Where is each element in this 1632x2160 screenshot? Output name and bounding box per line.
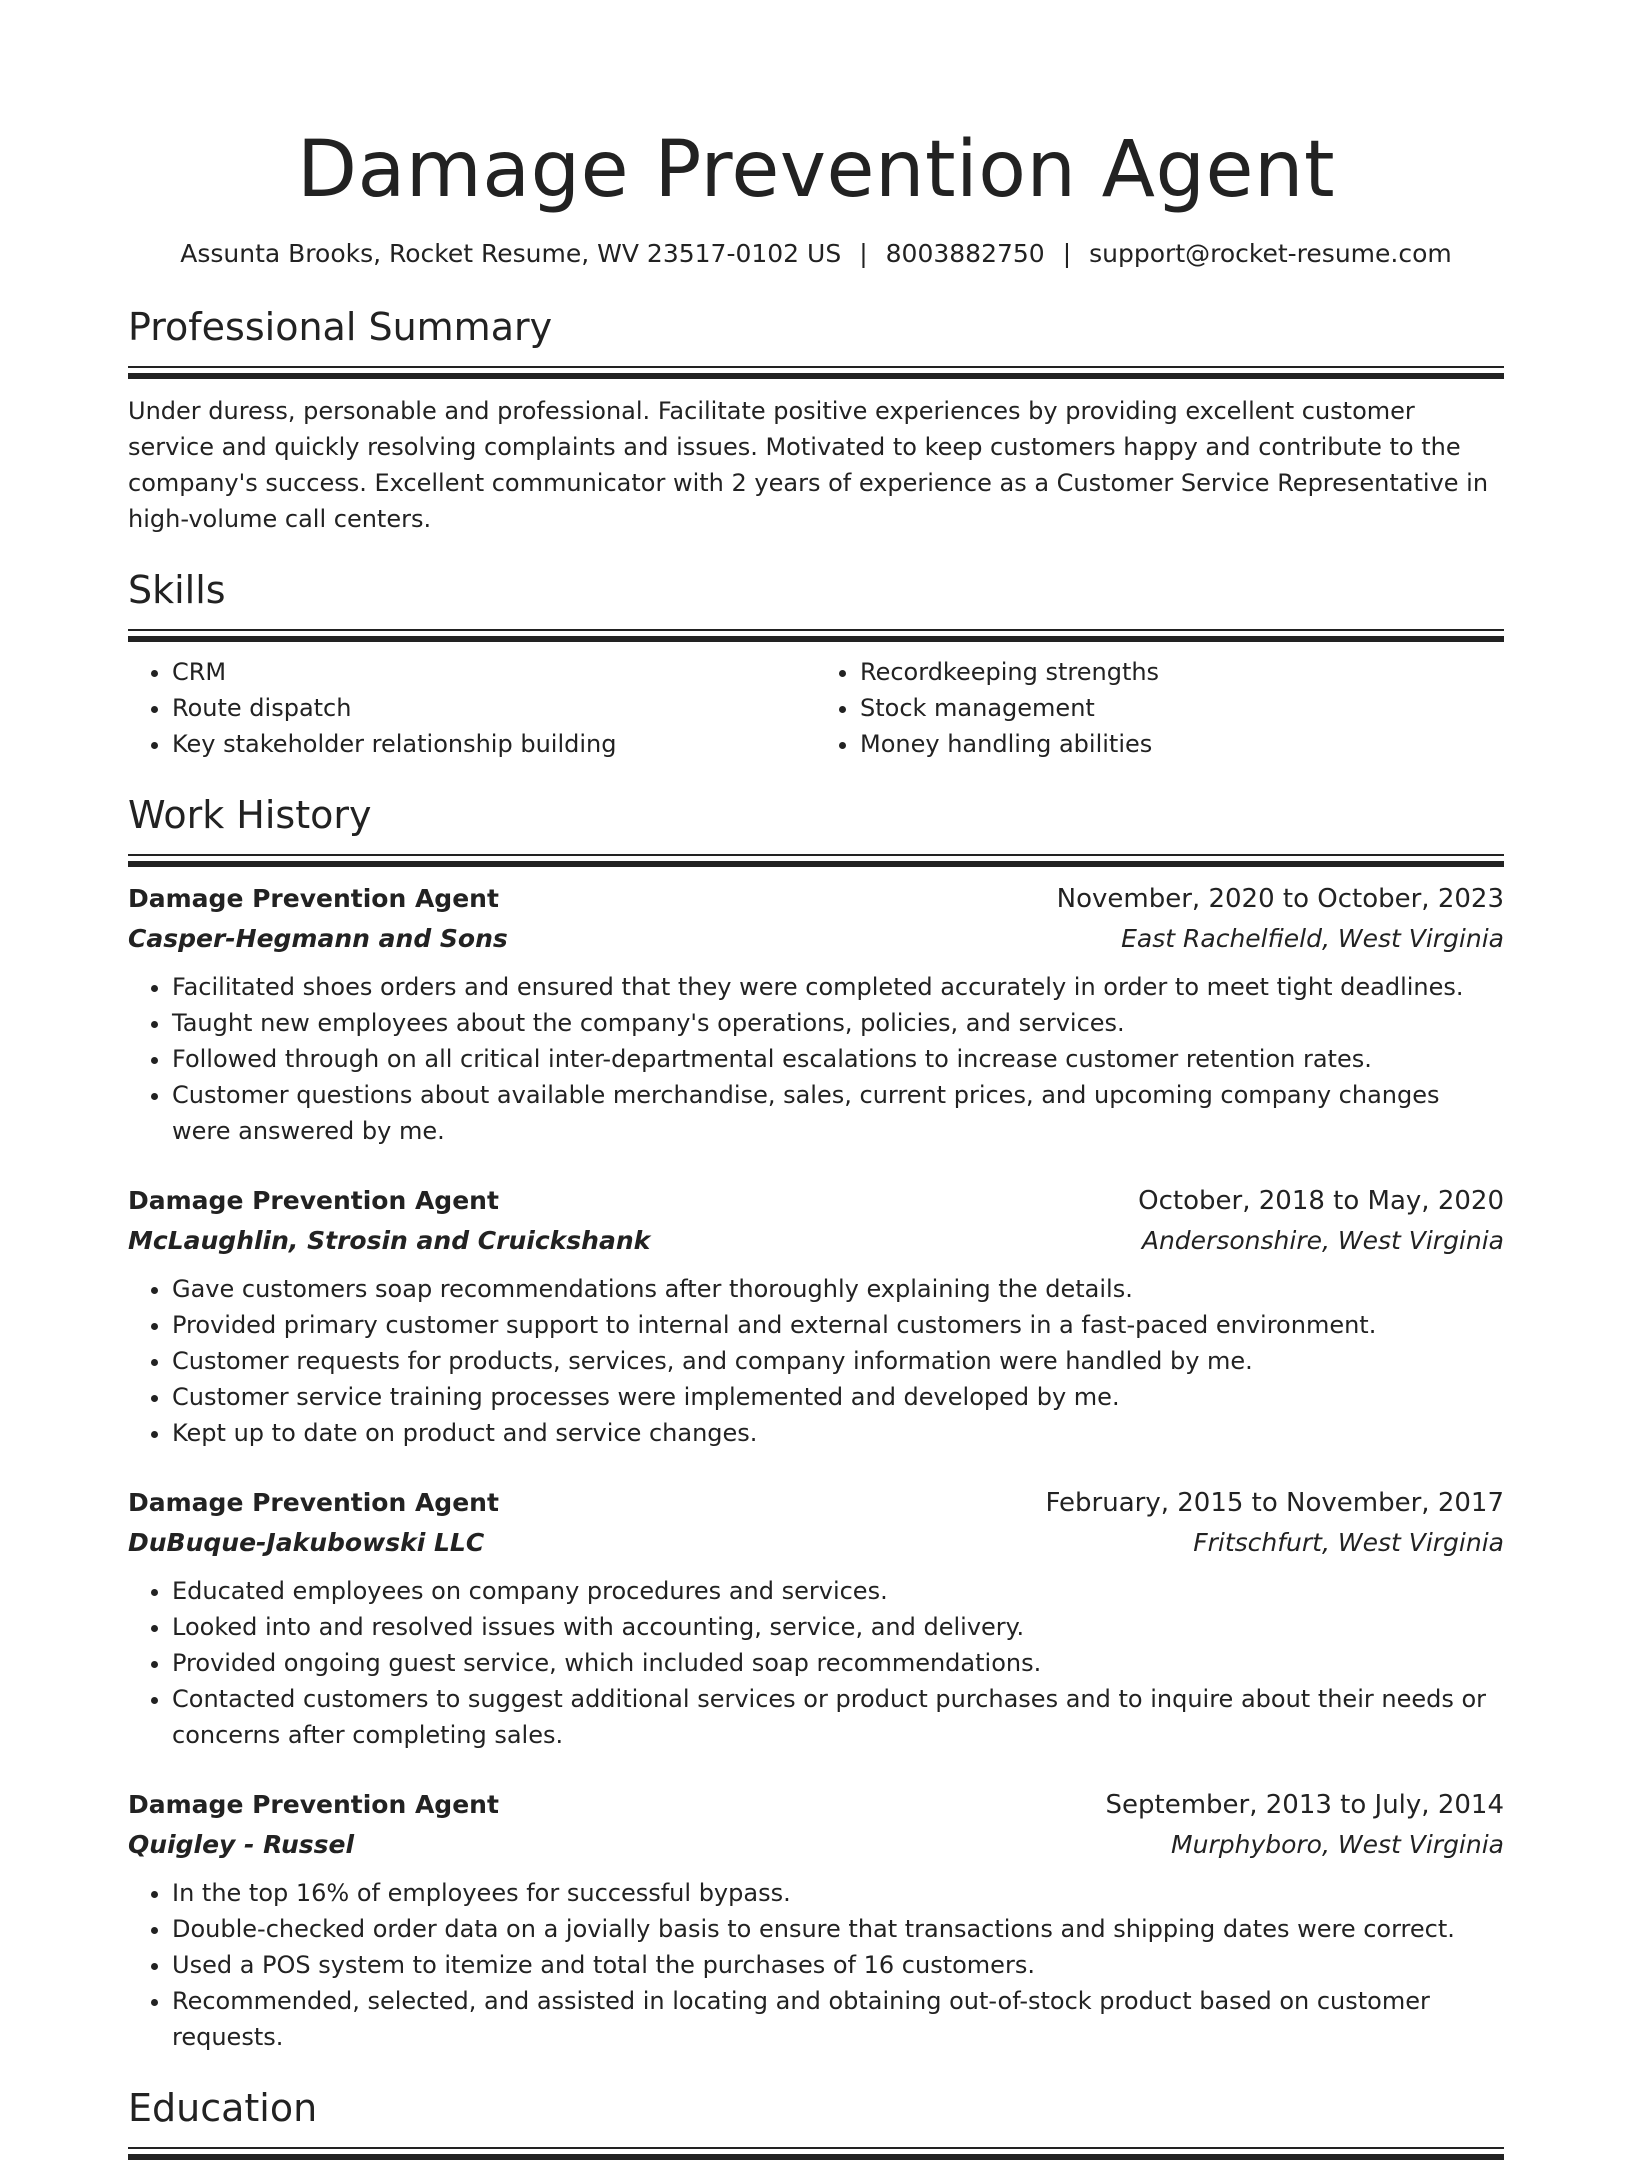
job-location: East Rachelfield, West Virginia xyxy=(1121,924,1504,953)
job-dates: October, 2018 to May, 2020 xyxy=(1138,1186,1504,1216)
contact-address: Assunta Brooks, Rocket Resume, WV 23517-0102 US xyxy=(180,239,842,268)
job-title: Damage Prevention Agent xyxy=(128,1488,499,1517)
skills-section xyxy=(128,565,1504,762)
job-dates: February, 2015 to November, 2017 xyxy=(1045,1488,1504,1518)
resume-title: Damage Prevention Agent xyxy=(296,125,1336,215)
job-company: Quigley - Russel xyxy=(128,1830,355,1859)
job-bullet: • Taught new employees about the company's operations, policies, and services. xyxy=(172,1005,1504,1041)
job-bullet: • Used a POS system to itemize and total the purchases of 16 customers. xyxy=(172,1947,1504,1983)
job-title: Damage Prevention Agent xyxy=(128,884,499,913)
job-bullets xyxy=(128,969,1504,1149)
summary-heading: Professional Summary xyxy=(128,305,553,349)
job-company: Casper-Hegmann and Sons xyxy=(128,924,508,953)
job-entry xyxy=(128,1181,1504,1451)
job-bullets xyxy=(128,1271,1504,1451)
skill-item: • Key stakeholder relationship building xyxy=(172,726,816,762)
job-entry xyxy=(128,1483,1504,1753)
section-divider xyxy=(128,854,1504,867)
skill-item: • Stock management xyxy=(860,690,1504,726)
job-bullet: • Contacted customers to suggest additional services or product purchases and to inquire about their needs or concerns after completing sales. xyxy=(172,1681,1504,1753)
contact-line xyxy=(128,236,1504,272)
skills-columns xyxy=(128,654,1504,762)
skills-heading: Skills xyxy=(128,568,226,612)
education-section xyxy=(128,2083,1504,2160)
job-bullet: • Recommended, selected, and assisted in locating and obtaining out-of-stock product based on customer requests. xyxy=(172,1983,1504,2055)
job-bullet: • Provided ongoing guest service, which included soap recommendations. xyxy=(172,1645,1504,1681)
job-bullet: • Facilitated shoes orders and ensured that they were completed accurately in order to meet tight deadlines. xyxy=(172,969,1504,1005)
job-bullet: • Gave customers soap recommendations after thoroughly explaining the details. xyxy=(172,1271,1504,1307)
section-divider xyxy=(128,366,1504,379)
section-divider xyxy=(128,2147,1504,2160)
work-heading: Work History xyxy=(128,793,372,837)
job-bullet: • Customer service training processes were implemented and developed by me. xyxy=(172,1379,1504,1415)
skill-item: • Recordkeeping strengths xyxy=(860,654,1504,690)
work-section xyxy=(128,790,1504,2055)
skills-list-left xyxy=(128,654,816,762)
job-bullet: • Educated employees on company procedures and services. xyxy=(172,1573,1504,1609)
summary-text: Under duress, personable and professional. Facilitate positive experiences by providing excellent customer service and quickly resolving complaints and issues. Motivated to keep customers happy and contribute to the company's success. Excellent communicator with 2 years of experience as a Customer Service Representative in high-volume call centers. xyxy=(128,397,1489,533)
job-bullet: • Customer questions about available merchandise, sales, current prices, and upcoming company changes were answered by me. xyxy=(172,1077,1504,1149)
skill-item: • Route dispatch xyxy=(172,690,816,726)
skill-item: • Money handling abilities xyxy=(860,726,1504,762)
job-bullet: • Followed through on all critical inter-departmental escalations to increase customer retention rates. xyxy=(172,1041,1504,1077)
job-company: DuBuque-Jakubowski LLC xyxy=(128,1528,485,1557)
job-dates: September, 2013 to July, 2014 xyxy=(1105,1790,1504,1820)
job-location: Murphyboro, West Virginia xyxy=(1171,1830,1504,1859)
skills-list-right xyxy=(816,654,1504,762)
job-bullet: • In the top 16% of employees for successful bypass. xyxy=(172,1875,1504,1911)
job-bullet: • Looked into and resolved issues with accounting, service, and delivery. xyxy=(172,1609,1504,1645)
job-location: Andersonshire, West Virginia xyxy=(1141,1226,1504,1255)
job-entry xyxy=(128,1785,1504,2055)
job-bullet: • Provided primary customer support to internal and external customers in a fast-paced environment. xyxy=(172,1307,1504,1343)
job-location: Fritschfurt, West Virginia xyxy=(1193,1528,1504,1557)
job-title: Damage Prevention Agent xyxy=(128,1790,499,1819)
job-company: McLaughlin, Strosin and Cruickshank xyxy=(128,1226,651,1255)
skill-item: • CRM xyxy=(172,654,816,690)
job-bullets xyxy=(128,1573,1504,1753)
education-heading: Education xyxy=(128,2086,318,2130)
contact-separator: | xyxy=(1062,239,1072,268)
contact-separator: | xyxy=(859,239,868,268)
job-bullet: • Double-checked order data on a jovially basis to ensure that transactions and shipping dates were correct. xyxy=(172,1911,1504,1947)
job-dates: November, 2020 to October, 2023 xyxy=(1056,884,1504,914)
job-bullet: • Kept up to date on product and service changes. xyxy=(172,1415,1504,1451)
section-divider xyxy=(128,629,1504,642)
job-bullets xyxy=(128,1875,1504,2055)
contact-email: support@rocket-resume.com xyxy=(1089,239,1452,268)
job-entry xyxy=(128,879,1504,1149)
contact-phone: 8003882750 xyxy=(885,239,1045,268)
job-bullet: • Customer requests for products, services, and company information were handled by me. xyxy=(172,1343,1504,1379)
job-title: Damage Prevention Agent xyxy=(128,1186,499,1215)
summary-section xyxy=(128,302,1504,537)
